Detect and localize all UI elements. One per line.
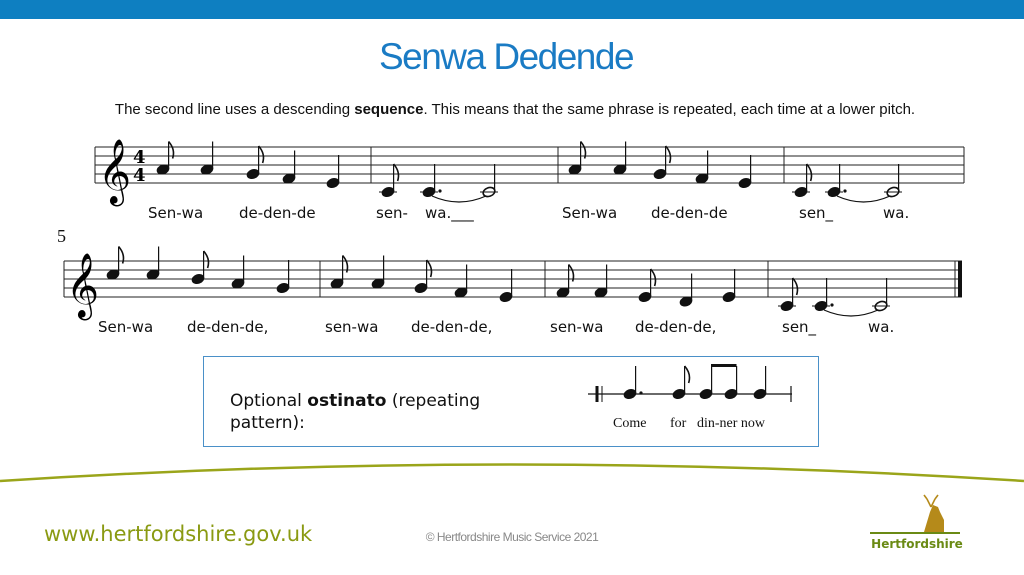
lyric: Sen-wa [562,204,618,222]
note [191,251,209,285]
note [106,247,124,281]
ostinato-word: for [670,416,687,431]
note [825,164,847,198]
note [499,269,513,303]
tie [824,310,878,316]
tie [432,196,486,202]
note [276,260,290,294]
final-barline [958,261,962,297]
lyric: sen-wa [550,318,604,336]
lyric: de-den-de, [411,318,493,336]
note [420,164,442,198]
lyric: wa. [868,318,895,336]
lyric: sen-wa [325,318,379,336]
note [738,155,752,189]
note [246,146,264,180]
note [872,278,890,312]
ostinato-word: din-ner now [697,416,766,431]
website-link[interactable]: www.hertfordshire.gov.uk [44,522,313,546]
staff-line-1 [95,147,964,183]
lyric: Sen-wa [98,318,154,336]
logo-text: Hertfordshire [871,537,963,551]
lyric: de-den-de, [635,318,717,336]
footer-swoosh [0,465,1024,482]
ostinato-label: Optional ostinato (repeating pattern): [230,391,481,433]
note [722,269,736,303]
note [480,164,498,198]
measure-number: 5 [57,226,66,246]
note [812,278,834,312]
copyright-text: © Hertfordshire Music Service 2021 [425,530,599,544]
page-title: Senwa Dedende [378,36,634,77]
time-sig-bottom: 4 [133,165,146,186]
tie [837,196,890,202]
notes-line-1 [156,142,902,203]
note [778,278,798,312]
lyric: sen_ [782,318,817,336]
lyric: de-den-de [651,204,728,222]
ostinato-word: Come [613,416,647,431]
lyric: wa. [883,204,910,222]
treble-clef-icon: 𝄞 [66,253,100,318]
note [379,164,399,198]
lyric: de-den-de, [187,318,269,336]
notes-line-2 [106,247,890,317]
note [414,260,432,294]
lyric: Sen-wa [148,204,204,222]
lyrics-line-1 [148,204,909,223]
lyric: sen_ [799,204,834,222]
description-text: The second line uses a descending sequence. This means that the same phrase is repeated, each time at a lower pitch. [114,101,916,118]
note [326,155,340,189]
treble-clef-icon: 𝄞 [98,139,132,204]
note [638,269,656,303]
lyric: sen- [376,204,408,222]
note [146,247,160,281]
note [653,146,671,180]
time-sig-top: 4 [133,147,146,168]
lyric: wa.___ [425,204,474,222]
lyric: de-den-de [239,204,316,222]
note [884,164,902,198]
note [792,164,812,198]
hertfordshire-logo-icon [870,495,960,533]
lyrics-line-2 [98,318,894,337]
